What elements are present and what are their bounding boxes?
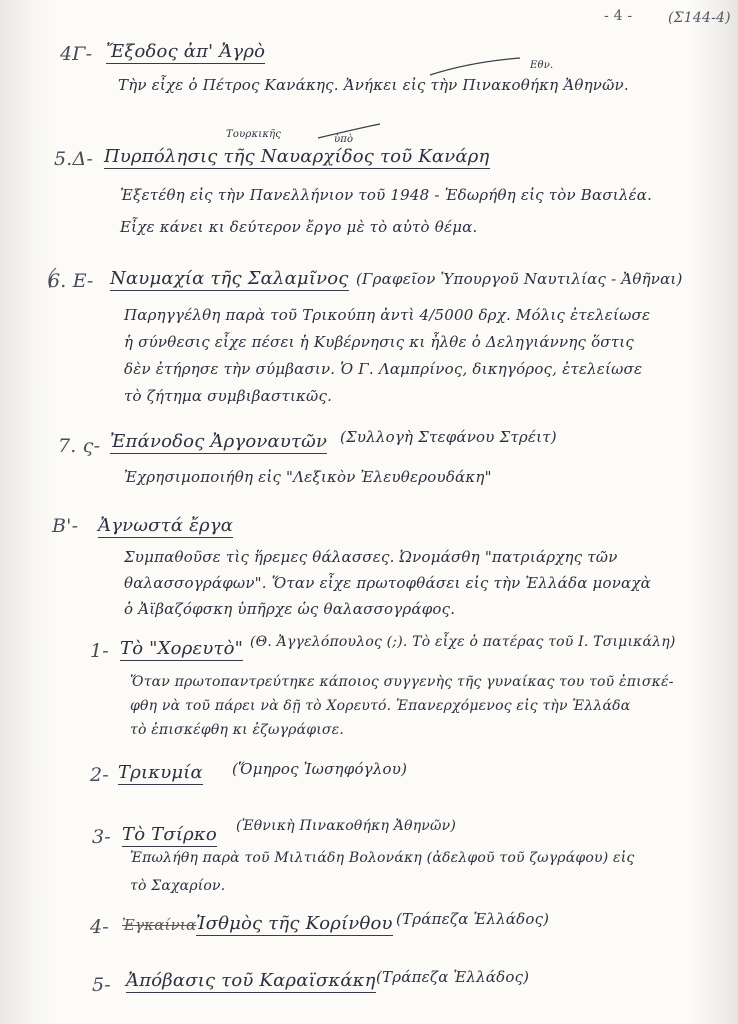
item-note: (Γραφεῖον Ὑπουργοῦ Ναυτιλίας - Ἀθῆναι): [356, 270, 683, 288]
item-insert: ὑπὸ: [334, 134, 354, 145]
item-number: 6. Ε-: [48, 270, 94, 292]
item-line: ἡ σύνθεσις εἶχε πέσει ἡ Κυβέρνησις κι ἦλθε ὁ Δεληγιάννης ὅστις: [124, 333, 634, 351]
item-line: δὲν ἐτήρησε τὴν σύμβασιν. Ὁ Γ. Λαμπρίνος, δικηγόρος, ἐτελείωσε: [124, 360, 643, 378]
item-line: τὸ ζήτημα συμβιβαστικῶς.: [124, 387, 333, 405]
item-insert: Εθν.: [530, 60, 554, 71]
item-title: Πυρπόλησις τῆς Ναυαρχίδος τοῦ Κανάρη: [104, 146, 490, 167]
item-number: 4-: [90, 916, 109, 938]
item-line: τὸ Σαχαρίον.: [130, 878, 226, 894]
item-number: 4Γ-: [60, 43, 93, 65]
item-line: Ὅταν πρωτοπαντρεύτηκε κάποιος συγγενὴς τῆς γυναίκας του τοῦ ἐπισκέ-: [130, 674, 674, 690]
item-line: Ἐπωλήθη παρὰ τοῦ Μιλτιάδη Βολονάκη (ἀδελφοῦ τοῦ ζωγράφου) εἰς: [130, 850, 635, 866]
item-title: Τρικυμία: [118, 762, 203, 783]
item-line: ὁ Ἀϊβαζόφσκη ὑπῆρχε ὡς θαλασσογράφος.: [124, 600, 456, 618]
page-number: - 4 -: [604, 8, 633, 24]
item-line: φθη νὰ τοῦ πάρει νὰ δῇ τὸ Χορευτό. Ἐπανερχόμενος εἰς τὴν Ἑλλάδα: [130, 698, 631, 714]
item-note: (Συλλογὴ Στεφάνου Στρέιτ): [340, 428, 557, 446]
struck-word: Ἐγκαίνια: [122, 916, 197, 934]
item-line: Ἐχρησιμοποιήθη εἰς "Λεξικὸν Ἐλευθερουδάκη": [124, 468, 492, 486]
item-number: 1-: [90, 640, 109, 662]
item-title: Ἐπάνοδος Ἀργοναυτῶν: [110, 431, 328, 452]
item-note: (Τράπεζα Ἑλλάδος): [396, 910, 550, 928]
item-note: (Τράπεζα Ἑλλάδος): [376, 968, 530, 986]
reference-code: (Σ144-4): [668, 10, 731, 26]
item-number: 3-: [92, 826, 111, 848]
section-number: Β'-: [52, 515, 79, 537]
item-line: τὸ ἐπισκέφθη κι ἐζωγράφισε.: [130, 722, 345, 738]
item-note: (Θ. Ἀγγελόπουλος (;). Τὸ εἶχε ὁ πατέρας τοῦ Ι. Τσιμικάλη): [250, 634, 676, 650]
item-title: Ἔξοδος ἀπ' Ἀγρὸ: [106, 41, 266, 62]
item-line: θαλασσογράφων". Ὅταν εἶχε πρωτοφθάσει εἰς τὴν Ἑλλάδα μοναχὰ: [124, 574, 651, 592]
item-number: 5-: [92, 974, 111, 996]
item-number: 2-: [90, 764, 109, 786]
item-number: 7. ς-: [58, 435, 101, 457]
item-line: Παρηγγέλθη παρὰ τοῦ Τρικούπη ἀντὶ 4/5000 δρχ. Μόλις ἐτελείωσε: [124, 306, 651, 324]
item-line: Τὴν εἶχε ὁ Πέτρος Κανάκης. Ἀνήκει εἰς τὴν Πινακοθήκη Ἀθηνῶν.: [118, 76, 629, 94]
item-title: Ἀπόβασις τοῦ Καραϊσκάκη: [126, 970, 376, 991]
item-line: Εἶχε κάνει κι δεύτερον ἔργο μὲ τὸ αὐτὸ θέμα.: [120, 218, 478, 236]
item-line: Ἐξετέθη εἰς τὴν Πανελλήνιον τοῦ 1948 - Ἐδωρήθη εἰς τὸν Βασιλέα.: [120, 186, 653, 204]
item-title: Τὸ Τσίρκο: [122, 824, 217, 845]
item-title: Ναυμαχία τῆς Σαλαμῖνος: [110, 268, 349, 289]
item-line: Συμπαθοῦσε τὶς ἥρεμες θάλασσες. Ὠνομάσθη "πατριάρχης τῶν: [124, 548, 618, 566]
item-insert: Τουρκικῆς: [226, 129, 282, 140]
item-title: Ἰσθμὸς τῆς Κορίνθου: [196, 913, 393, 934]
item-title: Τὸ "Χορευτὸ": [120, 638, 244, 659]
item-note: (Ὅμηρος Ἰωσηφόγλου): [232, 760, 408, 778]
item-note: (Ἐθνικὴ Πινακοθήκη Ἀθηνῶν): [236, 818, 456, 834]
section-title: Ἀγνωστά ἔργα: [98, 515, 234, 536]
item-number: 5.Δ-: [54, 148, 94, 170]
